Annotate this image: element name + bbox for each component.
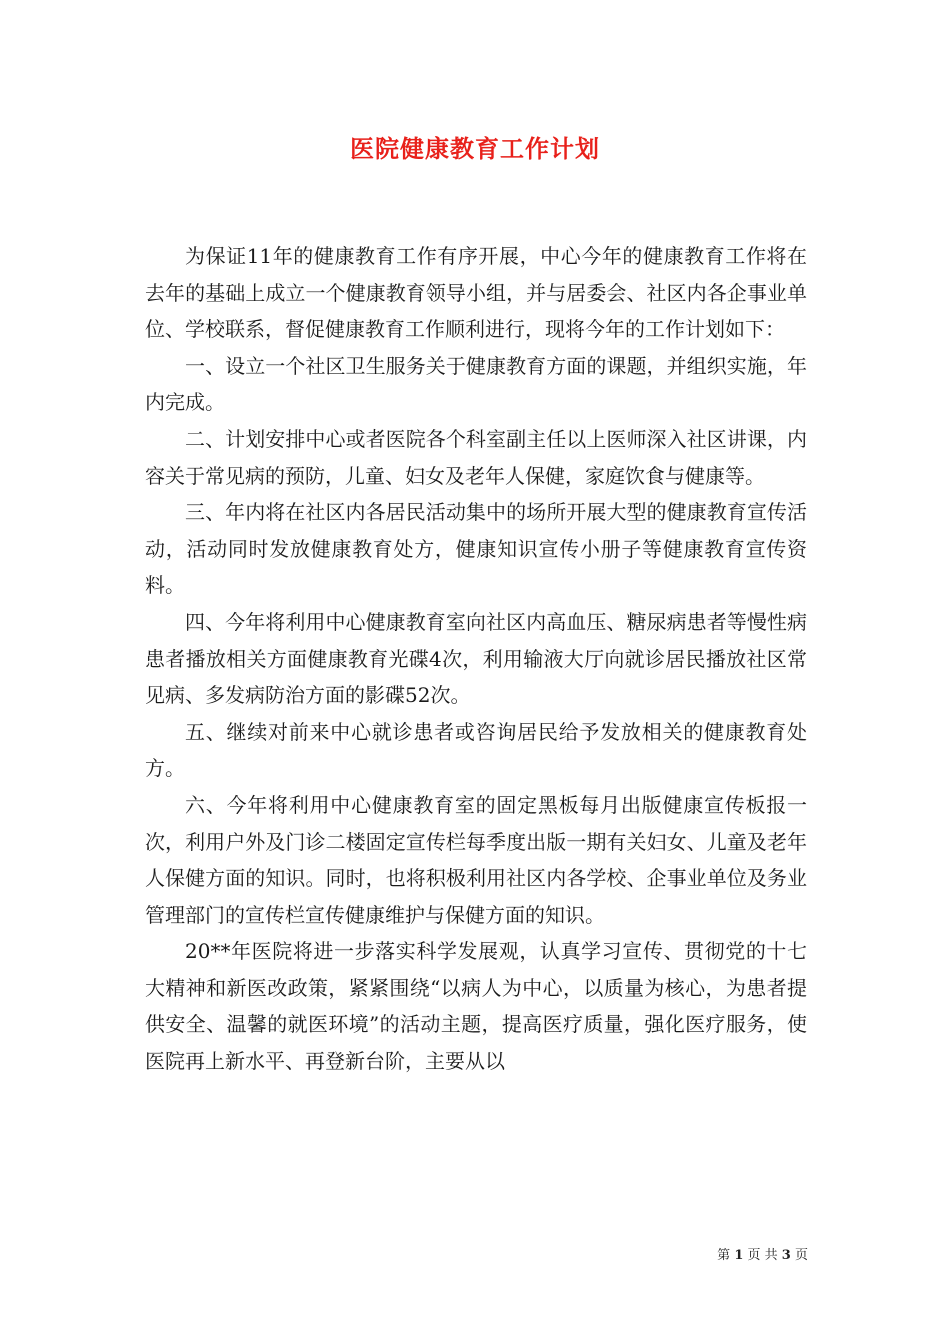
footer-middle: 页 共 bbox=[747, 1248, 778, 1263]
footer-prefix: 第 bbox=[717, 1248, 731, 1263]
paragraph-outlook: 20**年医院将进一步落实科学发展观，认真学习宣传、贯彻党的十七大精神和新医改政策，紧紧围绕“以病人为中心，以质量为核心，为患者提供安全、温馨的就医环境”的活动主题，提高医疗质量，强化医疗服务，使医院再上新水平、再登新台阶，主要从以 bbox=[145, 939, 807, 1074]
paragraph-item-2: 二、计划安排中心或者医院各个科室副主任以上医师深入社区讲课，内容关于常见病的预防，儿童、妇女及老年人保健，家庭饮食与健康等。 bbox=[145, 426, 807, 488]
footer-current-page: 1 bbox=[734, 1248, 744, 1263]
paragraph-item-1: 一、设立一个社区卫生服务关于健康教育方面的课题，并组织实施，年内完成。 bbox=[145, 353, 807, 415]
paragraph-item-3: 三、年内将在社区内各居民活动集中的场所开展大型的健康教育宣传活动，活动同时发放健康教育处方，健康知识宣传小册子等健康教育宣传资料。 bbox=[145, 500, 807, 598]
paragraph-item-6: 六、今年将利用中心健康教育室的固定黑板每月出版健康宣传板报一次，利用户外及门诊二楼固定宣传栏每季度出版一期有关妇女、儿童及老年人保健方面的知识。同时，也将积极利用社区内各学校、企事业单位及务业管理部门的宣传栏宣传健康维护与保健方面的知识。 bbox=[145, 792, 807, 927]
page-number-footer bbox=[0, 1247, 808, 1265]
paragraph-item-5: 五、继续对前来中心就诊患者或咨询居民给予发放相关的健康教育处方。 bbox=[145, 719, 807, 781]
paragraph-intro: 为保证11年的健康教育工作有序开展，中心今年的健康教育工作将在去年的基础上成立一个健康教育领导小组，并与居委会、社区内各企事业单位、学校联系，督促健康教育工作顺利进行，现将今年的工作计划如下： bbox=[145, 244, 807, 342]
footer-suffix: 页 bbox=[794, 1248, 808, 1263]
document-title: 医院健康教育工作计划 bbox=[350, 134, 600, 163]
footer-total-pages: 3 bbox=[781, 1248, 791, 1263]
document-body bbox=[145, 238, 807, 1080]
paragraph-item-4: 四、今年将利用中心健康教育室向社区内高血压、糖尿病患者等慢性病患者播放相关方面健康教育光碟4次，利用输液大厅向就诊居民播放社区常见病、多发病防治方面的影碟52次。 bbox=[145, 609, 807, 708]
